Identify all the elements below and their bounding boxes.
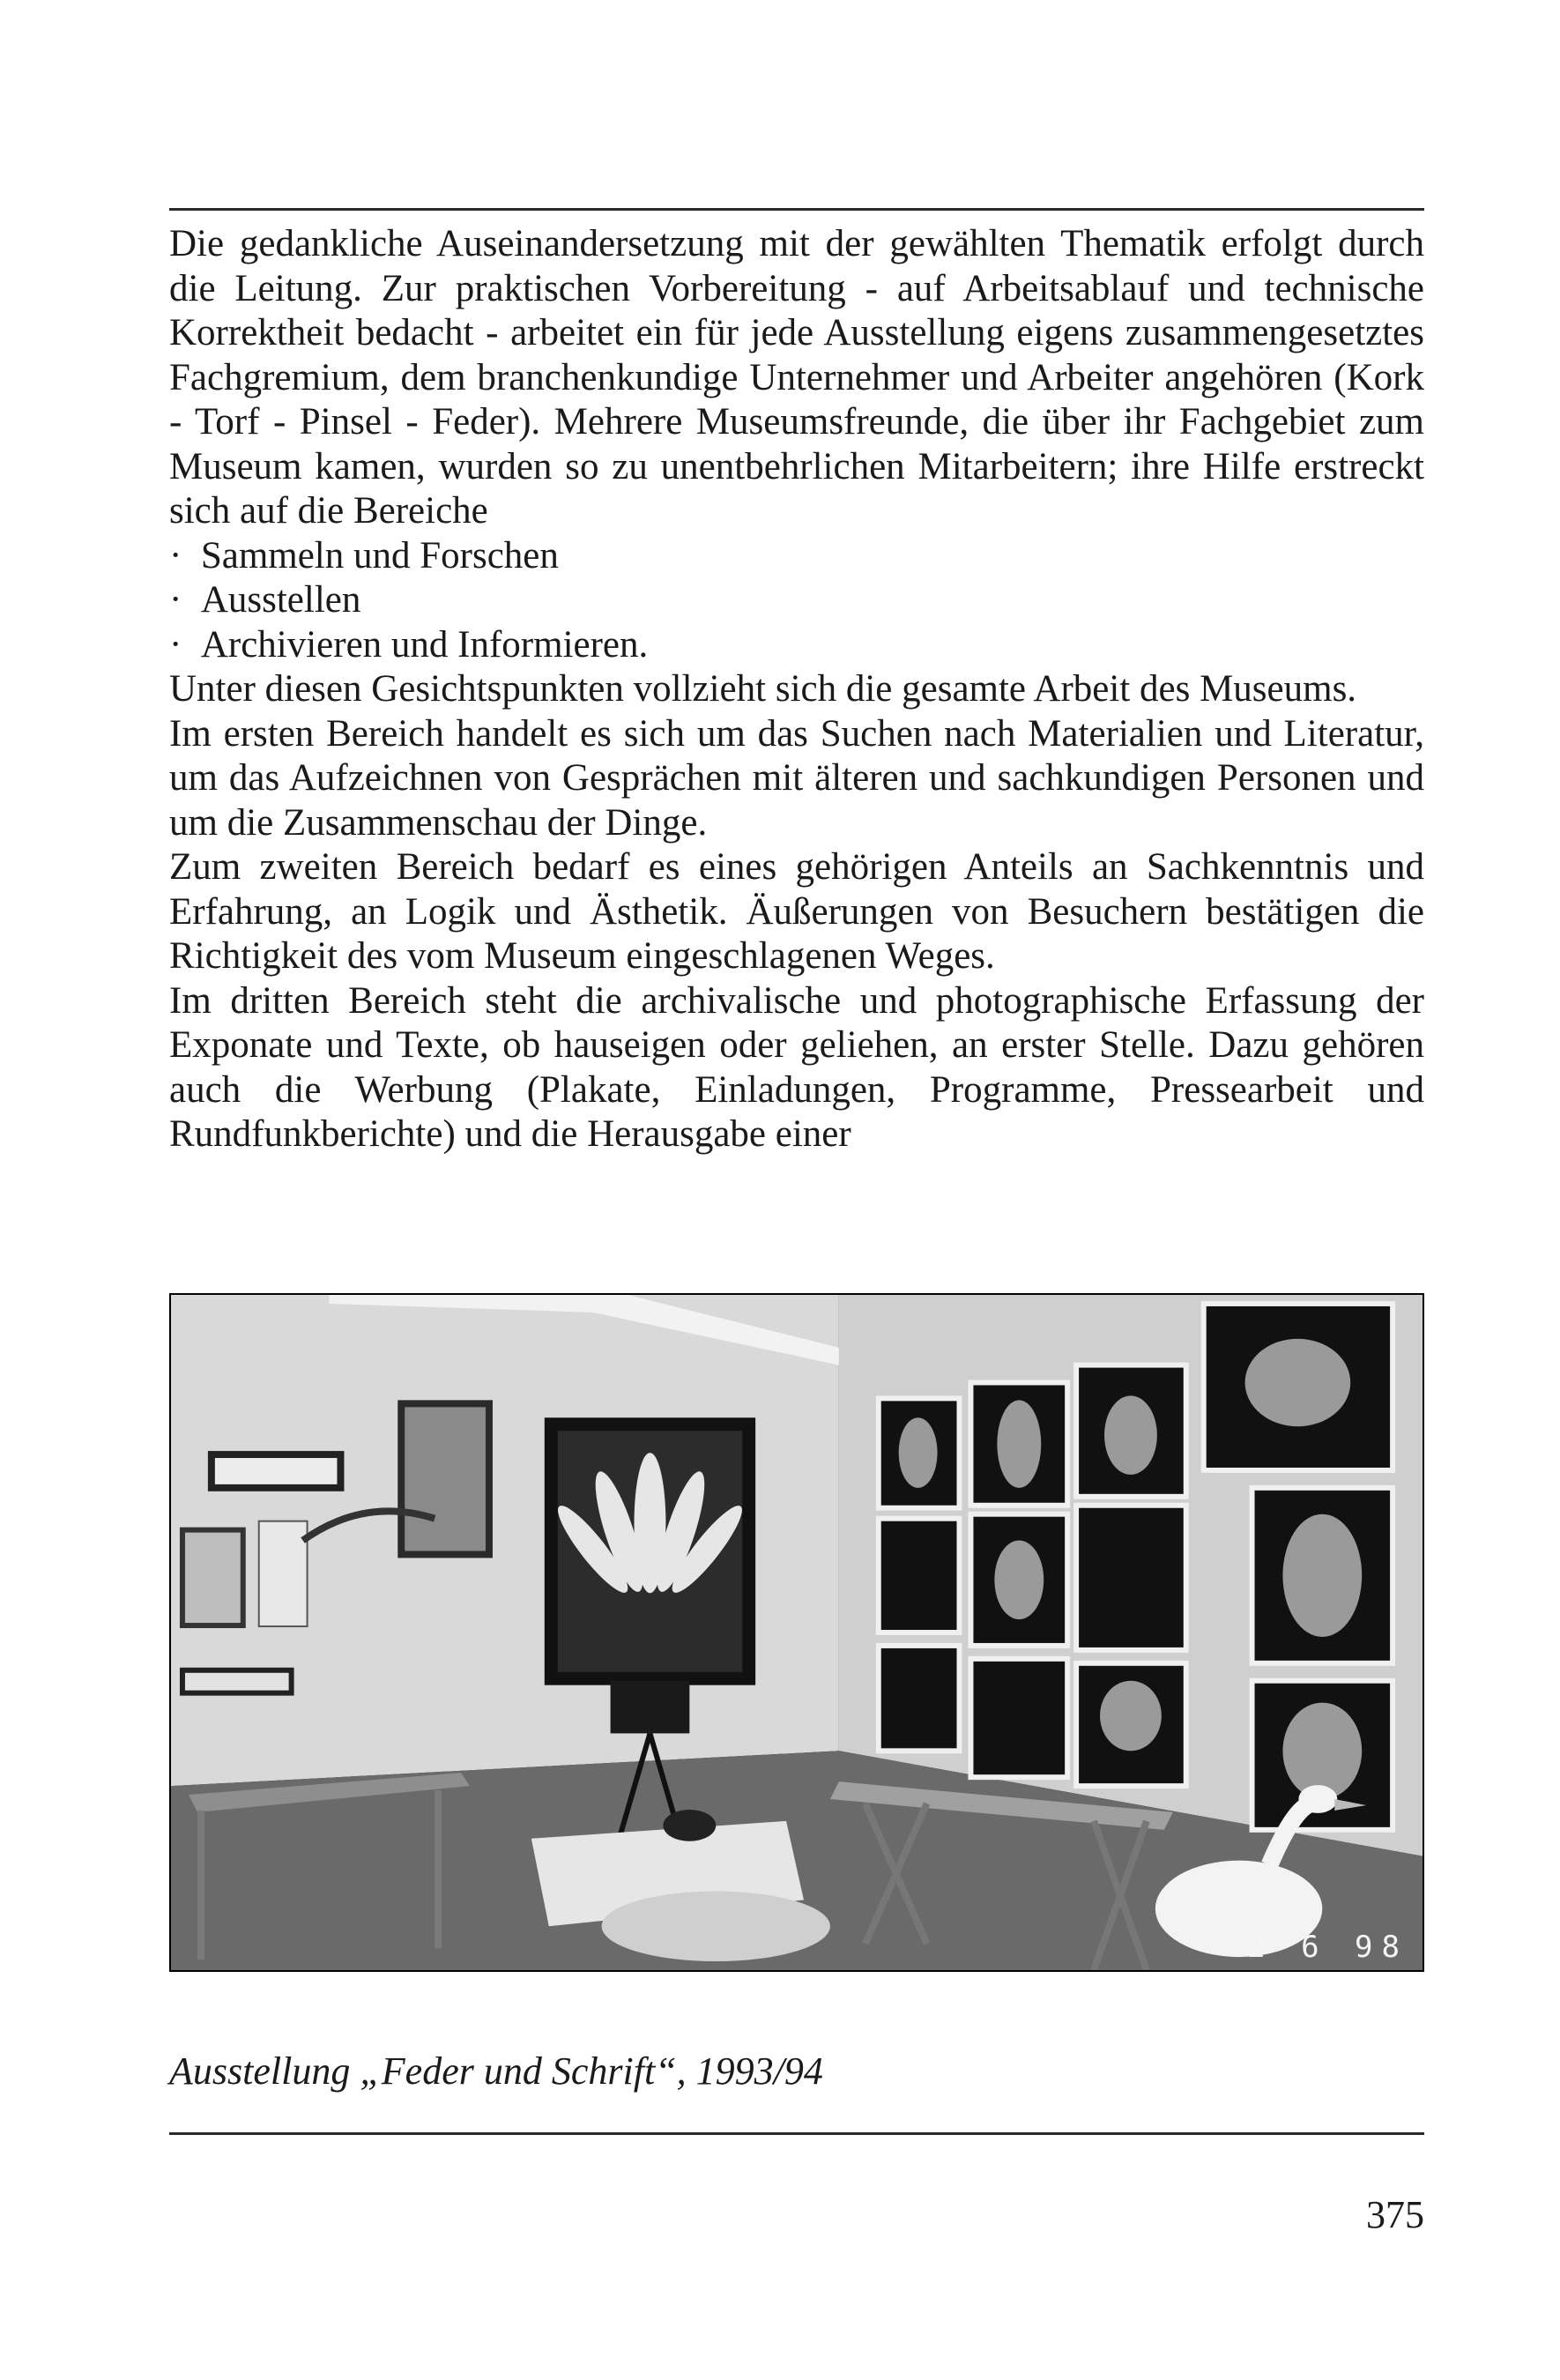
top-rule bbox=[169, 208, 1424, 211]
bottom-rule bbox=[169, 2132, 1424, 2135]
paragraph-4: Zum zweiten Bereich bedarf es eines gehörigen Anteils an Sachkenntnis und Erfahrung, an Logik und Ästhetik. Äußerungen von Besuchern bestätigen die Richtigkeit des vom Museum eingeschlagenen Weges. bbox=[169, 846, 1424, 977]
body-text bbox=[169, 222, 1424, 1157]
photo-caption: Ausstellung „Feder und Schrift“, 1993/94 bbox=[169, 2049, 823, 2093]
area-list bbox=[169, 534, 1424, 668]
exhibition-photo-drawing bbox=[171, 1295, 1423, 1970]
paragraph-5: Im dritten Bereich steht die archivalische und photographische Erfassung der Exponate und Texte, ob hauseigen oder geliehen, an erster Stelle. Dazu gehören auch die Werbung (Plakate, Einladungen, Programme, Pressearbeit und Rundfunkberichte) und die Herausgabe einer bbox=[169, 979, 1424, 1155]
paragraph-2: Unter diesen Gesichtspunkten vollzieht sich die gesamte Arbeit des Museums. bbox=[169, 668, 1357, 710]
exhibition-photo bbox=[169, 1293, 1424, 1972]
list-item: · Archivieren und Informieren. bbox=[169, 623, 1424, 668]
paragraph-3: Im ersten Bereich handelt es sich um das Suchen nach Materialien und Literatur, um das Aufzeichnen von Gesprächen mit älteren und sachkundigen Personen und um die Zusammenschau der Dinge. bbox=[169, 712, 1424, 844]
page-number: 375 bbox=[1366, 2193, 1424, 2236]
list-item: · Sammeln und Forschen bbox=[169, 534, 1424, 579]
list-item: · Ausstellen bbox=[169, 578, 1424, 623]
date-stamp: 2 6 98 bbox=[1247, 1930, 1408, 1965]
paragraph-1: Die gedankliche Auseinandersetzung mit der gewählten Thematik erfolgt durch die Leitung. Zur praktischen Vorbereitung - auf Arbeitsablauf und technische Korrektheit bedacht - arbeitet ein für jede Ausstellung eigens zusammengesetztes Fachgremium, dem branchenkundige Unternehmer und Arbeiter angehören (Kork - Torf - Pinsel - Feder). Mehrere Museumsfreunde, die über ihr Fachgebiet zum Museum kamen, wurden so zu unentbehrlichen Mitarbeitern; ihre Hilfe erstreckt sich auf die Bereiche bbox=[169, 223, 1424, 532]
